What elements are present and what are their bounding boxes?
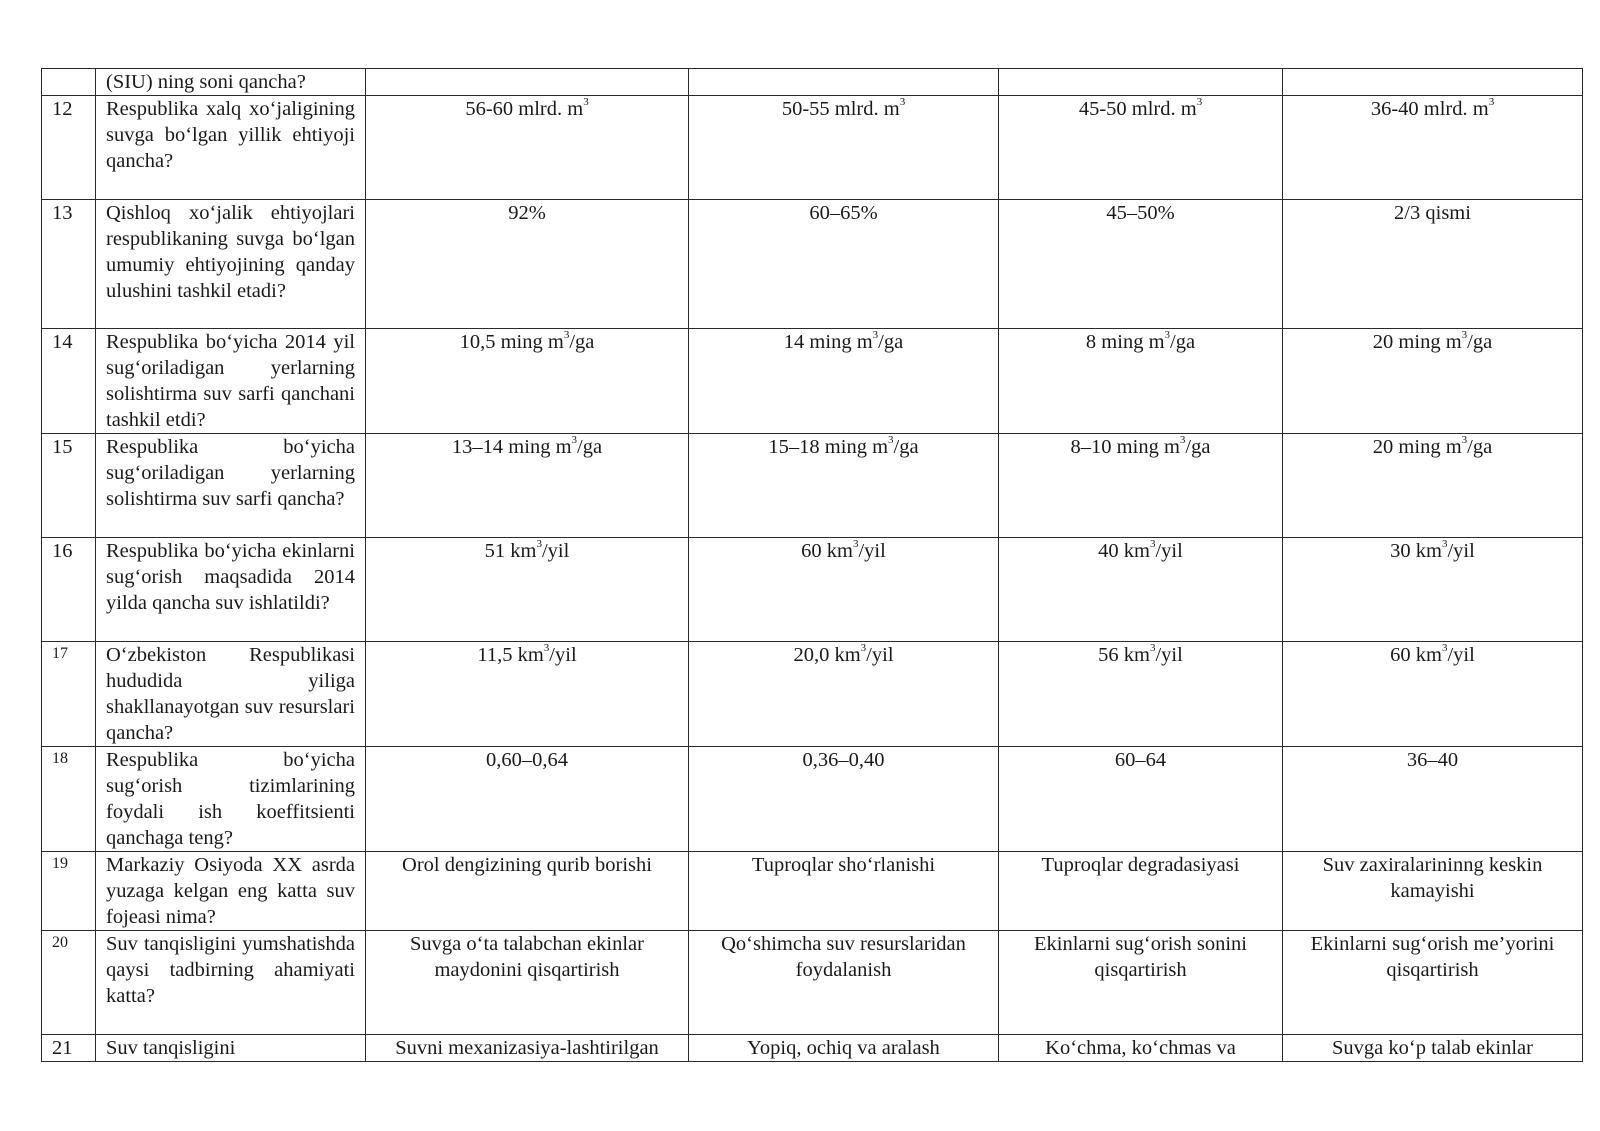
answer-option-d: [1283, 96, 1583, 200]
answer-option-c: Tuproqlar degradasiyasi: [999, 852, 1283, 931]
answer-option-c: Ekinlarni sug‘orish sonini qisqartirish: [999, 931, 1283, 1035]
answer-unit: /yil: [541, 540, 570, 562]
answer-value: 36-40 mlrd. m: [1370, 98, 1489, 120]
answer-value: 8 ming m: [1085, 331, 1165, 353]
answer-option-c: Ko‘chma, ko‘chmas va: [999, 1035, 1283, 1062]
answer-option-d: [1283, 434, 1583, 538]
answer-exponent: 3: [1461, 329, 1468, 342]
answer-exponent: 3: [1488, 96, 1495, 109]
answer-value: 10,5 ming m: [459, 331, 564, 353]
answer-option-b: Qo‘shimcha suv resurslaridan foydalanish: [689, 931, 999, 1035]
answer-value: 15–18 ming m: [768, 436, 889, 458]
answer-option-a: [366, 69, 689, 96]
answer-unit: /ga: [1170, 331, 1196, 353]
answer-option-d: [1283, 642, 1583, 747]
question-text: Qishloq xo‘jalik ehtiyojlari respublikaning suvga bo‘lgan umumiy ehtiyojining qanday ulushini tashkil etadi?: [96, 200, 366, 329]
answer-option-c: [999, 434, 1283, 538]
table-row: [42, 96, 1583, 200]
answer-exponent: 3: [543, 642, 550, 655]
answer-exponent: 3: [571, 434, 578, 447]
question-text: Respublika bo‘yicha 2014 yil sug‘oriladigan yerlarning solishtirma suv sarfi qanchani tashkil etdi?: [96, 329, 366, 434]
answer-value: 20 ming m: [1372, 436, 1462, 458]
question-text: Respublika bo‘yicha sug‘oriladigan yerlarning solishtirma suv sarfi qancha?: [96, 434, 366, 538]
question-number: 18: [42, 747, 96, 852]
answer-exponent: 3: [563, 329, 570, 342]
answer-exponent: 3: [1149, 642, 1156, 655]
answer-unit: /ga: [1467, 436, 1493, 458]
answer-option-a: Orol dengizining qurib borishi: [366, 852, 689, 931]
question-number: 20: [42, 931, 96, 1035]
answer-option-d: [1283, 69, 1583, 96]
table-row: [42, 69, 1583, 96]
answer-unit: /yil: [1155, 540, 1183, 562]
answer-exponent: 3: [899, 96, 906, 109]
answer-option-b: [689, 69, 999, 96]
answer-option-b: Yopiq, ochiq va aralash: [689, 1035, 999, 1062]
answer-exponent: 3: [536, 538, 542, 551]
question-number: 21: [42, 1035, 96, 1062]
answer-option-d: Ekinlarni sug‘orish me’yorini qisqartirish: [1283, 931, 1583, 1035]
answer-option-c: [999, 642, 1283, 747]
answer-exponent: 3: [1441, 642, 1448, 655]
table-row: [42, 434, 1583, 538]
answer-exponent: 3: [1461, 434, 1468, 447]
answer-value: 13–14 ming m: [451, 436, 572, 458]
answer-value: 11,5 km: [477, 644, 544, 666]
answer-option-a: [366, 538, 689, 642]
table-row: [42, 200, 1583, 329]
question-number: 15: [42, 434, 96, 538]
answer-option-c: [999, 329, 1283, 434]
answer-option-b: [689, 96, 999, 200]
answer-option-a: [366, 642, 689, 747]
answer-value: 56-60 mlrd. m: [465, 98, 584, 120]
answer-option-d: Suv zaxiralarininng keskin kamayishi: [1283, 852, 1583, 931]
answer-unit: /yil: [858, 540, 886, 562]
answer-option-d: Suvga ko‘p talab ekinlar: [1283, 1035, 1583, 1062]
answer-option-a: [366, 329, 689, 434]
answer-unit: /yil: [1155, 644, 1183, 666]
answer-value: 14 ming m: [783, 331, 873, 353]
answer-unit: /ga: [1185, 436, 1211, 458]
answer-exponent: 3: [1196, 96, 1203, 109]
answer-option-d: 36–40: [1283, 747, 1583, 852]
answer-unit: /ga: [893, 436, 919, 458]
question-text: Respublika xalq xo‘jaligining suvga bo‘lgan yillik ehtiyoji qancha?: [96, 96, 366, 200]
answer-exponent: 3: [1441, 538, 1448, 551]
answer-option-c: [999, 538, 1283, 642]
question-text: O‘zbekiston Respublikasi hududida yiliga shakllanayotgan suv resurslari qancha?: [96, 642, 366, 747]
answer-value: 56 km: [1098, 644, 1150, 666]
answer-value: 50-55 mlrd. m: [781, 98, 900, 120]
answer-value: 60 km: [1390, 644, 1442, 666]
answer-option-a: 0,60–0,64: [366, 747, 689, 852]
answer-exponent: 3: [888, 434, 894, 447]
table-row: [42, 538, 1583, 642]
answer-value: 40 km: [1098, 540, 1150, 562]
answer-exponent: 3: [1164, 329, 1171, 342]
table-row: [42, 329, 1583, 434]
answer-option-c: [999, 69, 1283, 96]
answer-value: 51 km: [484, 540, 537, 562]
question-text: Suv tanqisligini yumshatishda qaysi tadbirning ahamiyati katta?: [96, 931, 366, 1035]
answer-unit: /yil: [866, 644, 894, 666]
answer-option-c: 60–64: [999, 747, 1283, 852]
table-row: [42, 747, 1583, 852]
answer-option-a: 92%: [366, 200, 689, 329]
answer-unit: /ga: [569, 331, 595, 353]
table-body: [42, 69, 1583, 1062]
question-text: (SIU) ning soni qancha?: [96, 69, 366, 96]
answer-exponent: 3: [1149, 538, 1156, 551]
answer-option-d: 2/3 qismi: [1283, 200, 1583, 329]
answer-option-d: [1283, 329, 1583, 434]
answer-value: 20,0 km: [793, 644, 861, 666]
table-row: [42, 931, 1583, 1035]
answer-exponent: 3: [852, 538, 859, 551]
answer-unit: /yil: [549, 644, 577, 666]
answer-exponent: 3: [583, 96, 589, 109]
answer-option-a: Suvni mexanizasiya-lashtirilgan: [366, 1035, 689, 1062]
table-row: [42, 1035, 1583, 1062]
answer-unit: /ga: [1467, 331, 1493, 353]
question-text: Respublika bo‘yicha sug‘orish tizimlarining foydali ish koeffitsienti qanchaga teng?: [96, 747, 366, 852]
question-number: 14: [42, 329, 96, 434]
answer-value: 45-50 mlrd. m: [1078, 98, 1197, 120]
answer-unit: /yil: [1447, 540, 1475, 562]
answer-option-c: [999, 96, 1283, 200]
answer-option-c: 45–50%: [999, 200, 1283, 329]
answer-option-d: [1283, 538, 1583, 642]
answer-option-b: [689, 434, 999, 538]
answer-value: 8–10 ming m: [1070, 436, 1180, 458]
answer-unit: /ga: [878, 331, 904, 353]
question-text: Suv tanqisligini: [96, 1035, 366, 1062]
answer-option-a: Suvga o‘ta talabchan ekinlar maydonini qisqartirish: [366, 931, 689, 1035]
table-row: [42, 852, 1583, 931]
answer-unit: /yil: [1447, 644, 1475, 666]
question-number: 19: [42, 852, 96, 931]
test-questions-table: [41, 68, 1583, 1062]
question-number: 13: [42, 200, 96, 329]
answer-option-b: Tuproqlar sho‘rlanishi: [689, 852, 999, 931]
table-row: [42, 642, 1583, 747]
answer-option-b: 60–65%: [689, 200, 999, 329]
answer-option-b: 0,36–0,40: [689, 747, 999, 852]
answer-option-b: [689, 642, 999, 747]
answer-unit: /ga: [577, 436, 603, 458]
answer-option-b: [689, 538, 999, 642]
answer-value: 30 km: [1390, 540, 1442, 562]
question-text: Respublika bo‘yicha ekinlarni sug‘orish maqsadida 2014 yilda qancha suv ishlatildi?: [96, 538, 366, 642]
answer-exponent: 3: [872, 329, 879, 342]
answer-exponent: 3: [1179, 434, 1186, 447]
answer-value: 20 ming m: [1372, 331, 1462, 353]
question-number: [42, 69, 96, 96]
question-number: 12: [42, 96, 96, 200]
answer-option-a: [366, 434, 689, 538]
answer-option-a: [366, 96, 689, 200]
answer-option-b: [689, 329, 999, 434]
question-text: Markaziy Osiyoda XX asrda yuzaga kelgan eng katta suv fojeasi nima?: [96, 852, 366, 931]
question-number: 17: [42, 642, 96, 747]
question-number: 16: [42, 538, 96, 642]
answer-exponent: 3: [860, 642, 867, 655]
answer-value: 60 km: [801, 540, 853, 562]
